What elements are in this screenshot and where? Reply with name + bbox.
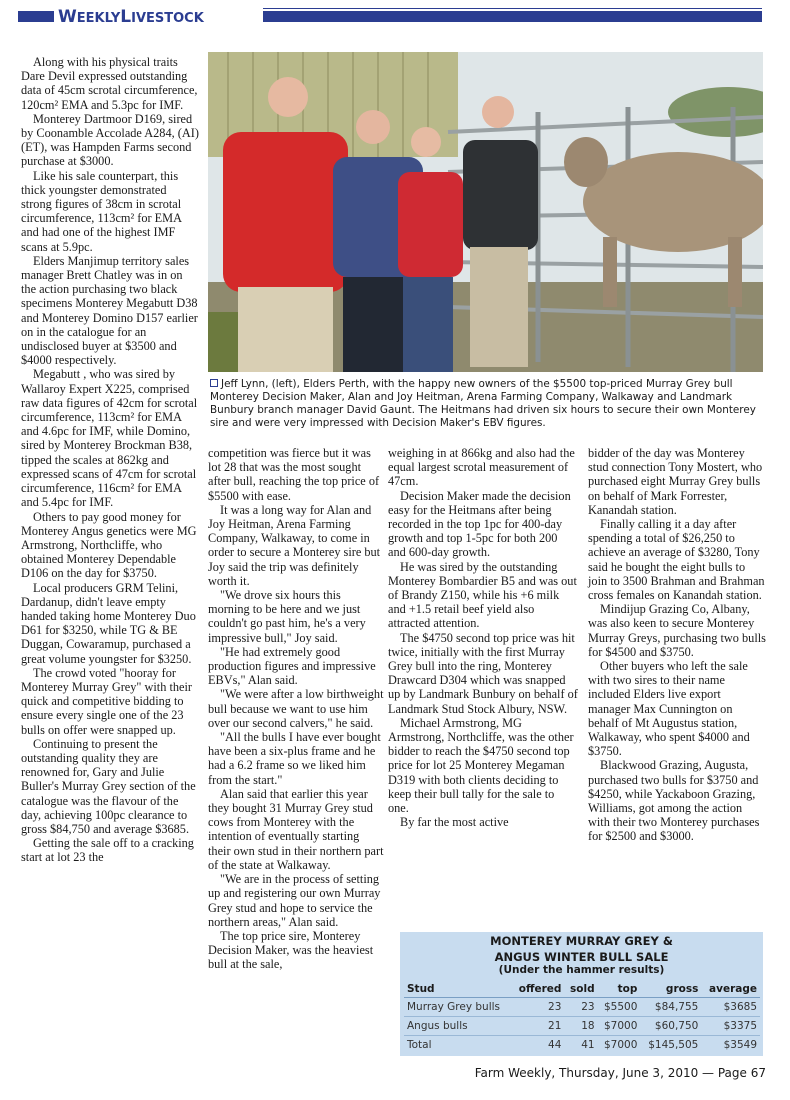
- column-header-average: average: [701, 981, 760, 998]
- cell-offered: 21: [512, 1017, 565, 1036]
- cell-average: $3685: [701, 998, 760, 1017]
- paragraph: Megabutt , who was sired by Wallaroy Expert X225, comprised raw data figures of 42cm for scrotal circumference, 113cm² for EMA and 4.6pc for IMF, while Domino, sired by Monterey Brockman B38, tipped the scales at 862kg and expressed scans of 47cm for scrotal circumference, 116cm² for EMA and 5.4pc for IMF.: [21, 367, 198, 510]
- cell-stud: Angus bulls: [404, 1017, 512, 1036]
- results-title-line2: ANGUS WINTER BULL SALE: [494, 950, 669, 964]
- paragraph: Finally calling it a day after spending a total of $26,250 to achieve an average of $3280, Tony said he bought the eight bulls to join to 3500 Brahman and Brahman cross females on Kanandah station.: [588, 517, 765, 603]
- paragraph: bidder of the day was Monterey stud connection Tony Mostert, who purchased eight Murray Grey bulls on behalf of Mark Forrester, Kanandah station.: [588, 446, 763, 517]
- paragraph: "We are in the process of setting up and registering our own Murray Grey stud and hope to service the northern areas," Alan said.: [208, 872, 381, 929]
- paragraph: Continuing to present the outstanding quality they are renowned for, Gary and Julie Buller's Murray Grey section of the catalogue was the flavour of the day, achieving 100pc clearance to gross $84,750 and average $3685.: [21, 736, 196, 836]
- paragraph: "We drove six hours this morning to be here and we just couldn't go past him, he's a very impressive bull," Joy said.: [208, 588, 366, 645]
- results-title-line1: MONTEREY MURRAY GREY &: [490, 934, 673, 948]
- cell-stud: Total: [407, 1039, 432, 1051]
- paragraph: He was sired by the outstanding Monterey Bombardier B5 and was out of Brandy Z150, while his +6 milk and +1.5 retail beef yield also attracted attention.: [388, 559, 577, 631]
- photo-illustration: [208, 52, 763, 372]
- paragraph: Decision Maker made the decision easy for the Heitmans after being recorded in the top 1pc for 400-day growth and top 1-5pc for both 200 and 600-day growth.: [388, 488, 571, 560]
- paragraph: "He had extremely good production figures and impressive EBVs," Alan said.: [208, 644, 376, 688]
- table-row-total: [404, 1036, 760, 1055]
- article-column-4: [588, 446, 766, 844]
- caption-text: Jeff Lynn, (left), Elders Perth, with the happy new owners of the $5500 top-priced Murray Grey bull Monterey Decision Maker, Alan and Joy Heitman, Arena Farming Company, Walkaway and Landmark Bunbury branch manager David Gaunt. The Heitmans had driven six hours to secure their own Monterey sire and were very impressed with Decision Maker's EBV figures.: [210, 378, 756, 429]
- paragraph: The crowd voted "hooray for Monterey Murray Grey" with their quick and competitive bidding to ensure every single one of the 23 bulls on offer were snapped up.: [21, 665, 192, 737]
- cell-gross: $145,505: [648, 1039, 699, 1051]
- cell-average: $3375: [701, 1017, 760, 1036]
- paragraph: weighing in at 866kg and also had the equal largest scrotal measurement of 47cm.: [388, 446, 575, 489]
- page-footer: Farm Weekly, Thursday, June 3, 2010 — Page 67: [474, 1066, 766, 1080]
- cell-stud: Murray Grey bulls: [404, 998, 512, 1017]
- column-header-sold: sold: [564, 981, 597, 998]
- photo-caption: [210, 378, 762, 430]
- column-header-stud: Stud: [404, 981, 512, 998]
- masthead-rule: [263, 8, 762, 9]
- article-column-3: [388, 446, 578, 829]
- paragraph: Mindijup Grazing Co, Albany, was also keen to secure Monterey Murray Greys, purchasing two bulls for $4500 and $3750.: [588, 602, 766, 659]
- paragraph: competition was fierce but it was lot 28 that was the most sought after bull, reaching the top price of $5500 with ease.: [208, 446, 380, 503]
- cell-sold: 18: [564, 1017, 597, 1036]
- paragraph: Michael Armstrong, MG Armstrong, Northcliffe, was the other bidder to reach the $4750 second top price for lot 25 Monterey Megaman D319 with both clients deciding to keep their bull tally for the sale to one.: [388, 715, 574, 816]
- paragraph: Getting the sale off to a cracking start at lot 23 the: [21, 836, 194, 865]
- cell-top: $7000: [604, 1039, 638, 1051]
- cell-offered: 44: [548, 1039, 562, 1051]
- masthead-bar-left: [18, 11, 54, 22]
- cell-offered: 23: [512, 998, 565, 1017]
- article-column-1: [21, 55, 199, 865]
- masthead-bar-right: [263, 11, 762, 22]
- results-table: [404, 981, 760, 1054]
- caption-square-icon: [210, 379, 218, 387]
- column-header-gross: gross: [640, 981, 701, 998]
- paragraph: The top price sire, Monterey Decision Maker, was the heaviest bull at the sale,: [208, 928, 374, 972]
- cell-top: $7000: [598, 1017, 641, 1036]
- masthead: [18, 6, 762, 28]
- article-column-2: [208, 446, 384, 972]
- table-row: [404, 1017, 760, 1036]
- cell-average: $3549: [723, 1039, 757, 1051]
- section-title: WEEKLYLIVESTOCK: [58, 7, 204, 27]
- photo-cattle-yard: [208, 52, 763, 372]
- results-header-row: [404, 981, 760, 998]
- cell-sold: 23: [564, 998, 597, 1017]
- paragraph: Other buyers who left the sale with two sires to their name included Elders live export manager Max Cunnington on behalf of Mt Augustus station, Walkaway, who spent $4000 and $3750.: [588, 659, 750, 759]
- paragraph: By far the most active: [400, 815, 509, 830]
- cell-top: $5500: [598, 998, 641, 1017]
- paragraph: Along with his physical traits Dare Devil expressed outstanding data of 45cm scrotal circumference, 120cm² EMA and 5.3pc for IMF.: [21, 55, 198, 112]
- paragraph: Local producers GRM Telini, Dardanup, didn't leave empty handed taking home Monterey Duo D61 for $3250, while TG & BE Duggan, Cowaramup, purchased a great volume youngster for $3250.: [21, 580, 196, 666]
- sale-results-box: [400, 932, 763, 1056]
- paragraph: It was a long way for Alan and Joy Heitman, Arena Farming Company, Walkaway, to come in order to secure a Monterey sire but Joy said the trip was definitely worth it.: [208, 502, 381, 588]
- paragraph: Monterey Dartmoor D169, sired by Coonamble Accolade A284, (AI) (ET), was Hampden Farms second purchase at $3000.: [21, 111, 199, 169]
- paragraph: Blackwood Grazing, Augusta, purchased two bulls for $3750 and $4250, while Yackaboon Grazing, Williams, got among the action with their two Monterey purchases for $2500 and $3000.: [588, 758, 760, 844]
- cell-sold: 41: [581, 1039, 595, 1051]
- column-header-top: top: [598, 981, 641, 998]
- paragraph: "All the bulls I have ever bought have been a six-plus frame and he had a 6.2 frame so we liked him from the start.": [208, 730, 381, 787]
- table-row: [404, 998, 760, 1017]
- results-subtitle: (Under the hammer results): [498, 964, 665, 976]
- cell-gross: $60,750: [640, 1017, 701, 1036]
- paragraph: Others to pay good money for Monterey Angus genetics were MG Armstrong, Northcliffe, who obtained Monterey Dependable D106 on the day for $3750.: [21, 509, 197, 581]
- paragraph: The $4750 second top price was hit twice, initially with the first Murray Grey bull into the ring, Monterey Drawcard D304 which was snapped up by Landmark Bunbury on behalf of Landmark Stud Stock Albury, NSW.: [388, 630, 578, 716]
- cell-gross: $84,755: [640, 998, 701, 1017]
- paragraph: Elders Manjimup territory sales manager Brett Chatley was in on the action purchasing two black specimens Monterey Megabutt D38 and Monterey Domino D157 earlier on in the catalogue for an undisclosed buyer at $3500 and $4000 respectively.: [21, 253, 198, 368]
- column-header-offered: offered: [512, 981, 565, 998]
- paragraph: "We were after a low birthweight bull because we want to use him over our second calvers," he said.: [208, 687, 384, 730]
- paragraph: Like his sale counterpart, this thick youngster demonstrated strong figures of 38cm in scrotal circumference, 113cm² for EMA and had one of the highest IMF scans at 5.9pc.: [21, 168, 182, 254]
- paragraph: Alan said that earlier this year they bought 31 Murray Grey stud cows from Monterey with the intention of eventually starting their own stud in their northern part of the state at Walkaway.: [208, 786, 384, 872]
